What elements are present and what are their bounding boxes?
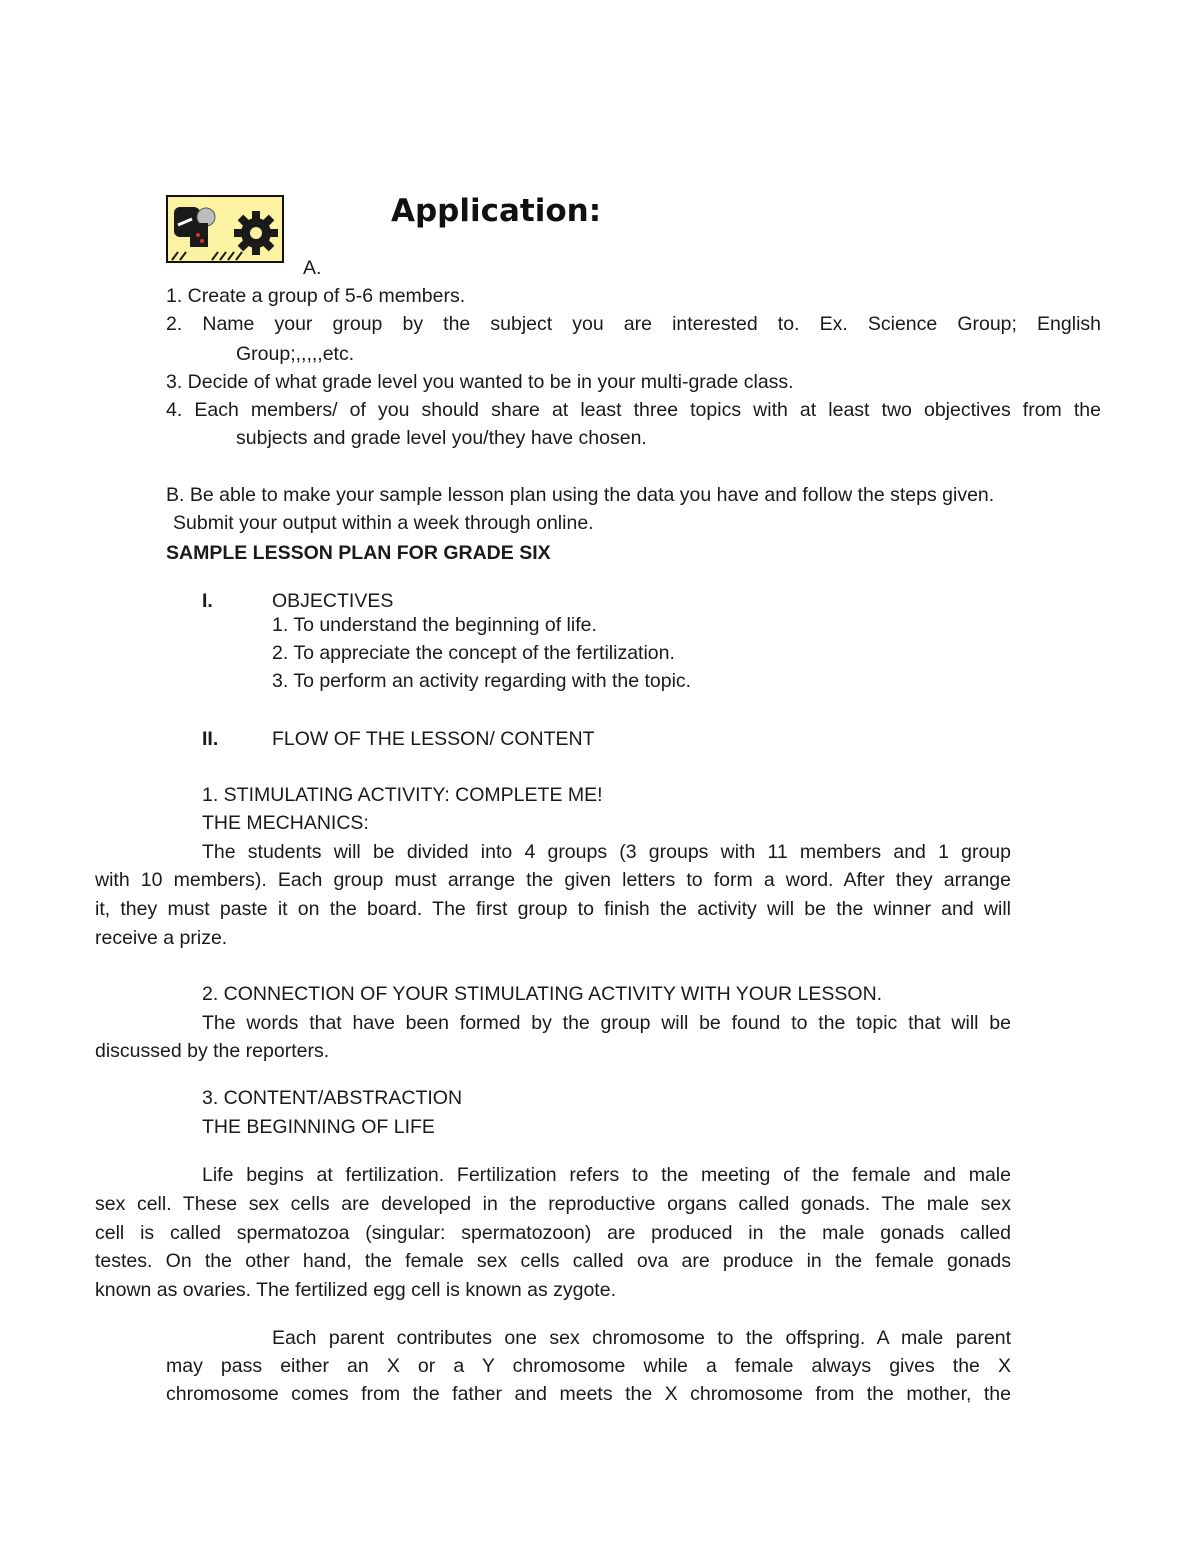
activity-1-line-1: The students will be divided into 4 groups (3 groups with 11 members and 1 group bbox=[202, 841, 1011, 863]
paragraph-1-line-4: testes. On the other hand, the female sex cells called ova are produce in the female gonads bbox=[95, 1250, 1011, 1272]
paragraph-1-line-5: known as ovaries. The fertilized egg cell is known as zygote. bbox=[95, 1279, 616, 1301]
page-title: Application: bbox=[391, 193, 602, 229]
part-a-item-2: 2. Name your group by the subject you are interested to. Ex. Science Group; English bbox=[166, 313, 1101, 335]
activity-1-line-4: receive a prize. bbox=[95, 927, 228, 949]
part-a-item-4: 4. Each members/ of you should share at least three topics with at least two objectives from the bbox=[166, 399, 1101, 421]
objective-item-1: 1. To understand the beginning of life. bbox=[272, 614, 597, 636]
activity-2-line-1: The words that have been formed by the group will be found to the topic that will be bbox=[202, 1012, 1011, 1034]
part-a-label: A. bbox=[303, 257, 322, 279]
activity-2-heading: 2. CONNECTION OF YOUR STIMULATING ACTIVITY WITH YOUR LESSON. bbox=[202, 983, 883, 1005]
teacher-and-gear-icon bbox=[166, 195, 284, 263]
paragraph-1-line-3: cell is called spermatozoa (singular: spermatozoon) are produced in the male gonads called bbox=[95, 1222, 1011, 1244]
paragraph-1-line-1: Life begins at fertilization. Fertilization refers to the meeting of the female and male bbox=[202, 1164, 1011, 1186]
activity-1-heading: 1. STIMULATING ACTIVITY: COMPLETE ME! bbox=[202, 784, 603, 806]
part-b-line-1: B. Be able to make your sample lesson plan using the data you have and follow the steps given. bbox=[166, 484, 995, 506]
part-a-item-3: 3. Decide of what grade level you wanted to be in your multi-grade class. bbox=[166, 371, 794, 393]
activity-1-line-3: it, they must paste it on the board. The first group to finish the activity will be the winner and will bbox=[95, 898, 1011, 920]
section-1-numeral: I. bbox=[202, 590, 213, 612]
part-a-item-2-cont: Group;,,,,,etc. bbox=[236, 343, 355, 365]
activity-2-line-2: discussed by the reporters. bbox=[95, 1040, 330, 1062]
paragraph-2-line-3: chromosome comes from the father and meets the X chromosome from the mother, the bbox=[166, 1383, 1011, 1405]
part-b-line-2: Submit your output within a week through online. bbox=[173, 512, 594, 534]
lesson-plan-title: SAMPLE LESSON PLAN FOR GRADE SIX bbox=[166, 542, 551, 564]
objective-item-2: 2. To appreciate the concept of the fertilization. bbox=[272, 642, 675, 664]
activity-3-heading: 3. CONTENT/ABSTRACTION bbox=[202, 1087, 463, 1109]
activity-3-subheading: THE BEGINNING OF LIFE bbox=[202, 1116, 435, 1138]
paragraph-2-line-2: may pass either an X or a Y chromosome while a female always gives the X bbox=[166, 1355, 1011, 1377]
section-2-numeral: II. bbox=[202, 728, 219, 750]
part-a-item-1: 1. Create a group of 5-6 members. bbox=[166, 285, 466, 307]
part-a-item-4-cont: subjects and grade level you/they have chosen. bbox=[236, 427, 647, 449]
paragraph-1-line-2: sex cell. These sex cells are developed in the reproductive organs called gonads. The male sex bbox=[95, 1193, 1011, 1215]
objective-item-3: 3. To perform an activity regarding with the topic. bbox=[272, 670, 692, 692]
activity-1-subheading: THE MECHANICS: bbox=[202, 812, 369, 834]
section-1-heading: OBJECTIVES bbox=[272, 590, 394, 612]
activity-1-line-2: with 10 members). Each group must arrange the given letters to form a word. After they arrange bbox=[95, 869, 1011, 891]
paragraph-2-line-1: Each parent contributes one sex chromosome to the offspring. A male parent bbox=[272, 1327, 1011, 1349]
section-2-heading: FLOW OF THE LESSON/ CONTENT bbox=[272, 728, 595, 750]
